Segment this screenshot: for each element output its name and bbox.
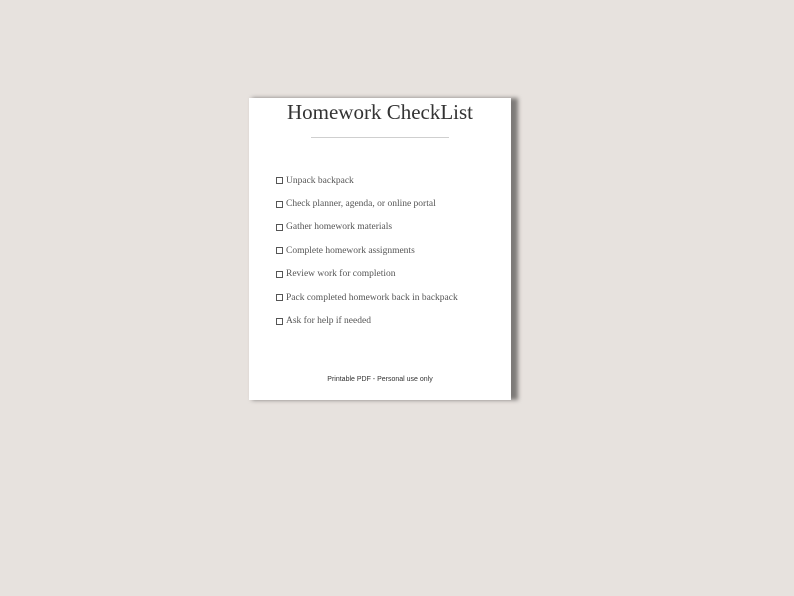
checklist-item-label: Review work for completion xyxy=(286,269,396,280)
checkbox-icon xyxy=(276,224,283,231)
title-divider xyxy=(311,137,449,138)
checklist-item-label: Pack completed homework back in backpack xyxy=(286,292,458,303)
checklist-item xyxy=(276,286,458,309)
checkbox-icon xyxy=(276,201,283,208)
checklist-item-label: Gather homework materials xyxy=(286,222,393,233)
checklist-page xyxy=(249,98,511,400)
checkbox-icon xyxy=(276,247,283,254)
page-title: Homework CheckList xyxy=(286,100,474,124)
checkbox-icon xyxy=(276,177,283,184)
footer-note: Printable PDF - Personal use only xyxy=(327,376,433,383)
checklist-item xyxy=(276,239,458,262)
checklist-item-label: Unpack backpack xyxy=(286,175,354,186)
checkbox-icon xyxy=(276,271,283,278)
checklist-item xyxy=(276,169,458,192)
checklist-item xyxy=(276,263,458,286)
checklist-item-label: Check planner, agenda, or online portal xyxy=(286,199,436,210)
checkbox-icon xyxy=(276,318,283,325)
checklist-item xyxy=(276,309,458,332)
checklist xyxy=(276,169,458,333)
checklist-item xyxy=(276,192,458,215)
checklist-item xyxy=(276,216,458,239)
checkbox-icon xyxy=(276,294,283,301)
checklist-item-label: Complete homework assignments xyxy=(286,245,415,256)
checklist-item-label: Ask for help if needed xyxy=(286,316,371,327)
